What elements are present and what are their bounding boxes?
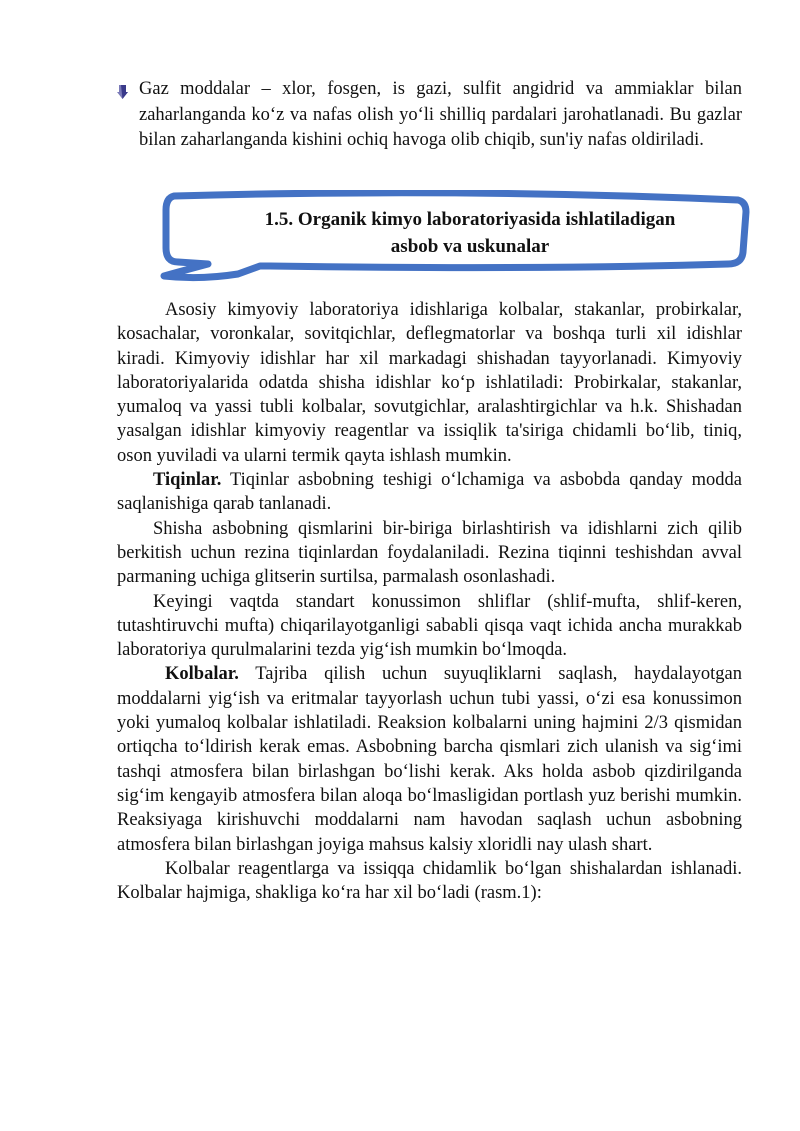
paragraph-tiqinlar-heading: Tiqinlar.	[153, 470, 222, 491]
section-title-line1: 1.5. Organik kimyo laboratoriyasida ishlatiladigan	[264, 209, 676, 230]
paragraph-kolbalar-heading: Kolbalar.	[165, 664, 239, 685]
body-text	[117, 298, 742, 905]
paragraph-shisha: Shisha asbobning qismlarini bir-biriga birlashtirish va idishlarni zich qilib berkitish uchun rezina tiqinlardan foydalaniladi. Rezina tiqinni teshishdan avval parmaning uchiga glitserin surtilsa, parmalash osonlashadi.	[117, 518, 742, 588]
paragraph-kolbalar	[117, 662, 742, 856]
arrow-bullet-icon	[117, 82, 128, 96]
paragraph-asosiy: Asosiy kimyoviy laboratoriya idishlariga kolbalar, stakanlar, probirkalar, kosachalar, voronkalar, sovitqichlar, deflegmatorlar va boshqa turli xil idishlar kiradi. Kimyoviy idishlar har xil markadagi shishadan tayyorlanadi. Kimyoviy laboratoriyalarida odatda shisha idishlar ko‘p ishlatiladi: Probirkalar, stakanlar, yumaloq va yassi tubli kolbalar, sovutgichlar, aralashtirgichlar va h.k. Shishadan yasalgan idishlar kimyoviy reagentlar va issiqlik ta'siriga chidamli bo‘lib, tiniq, oson yuviladi va ularni termik qayta ishlash mumkin.	[117, 300, 742, 466]
section-title	[190, 206, 750, 260]
paragraph-tiqinlar	[117, 468, 742, 517]
section-heading-callout	[160, 190, 750, 290]
section-title-line2: asbob va uskunalar	[390, 236, 550, 257]
paragraph-kolbalar-text: Tajriba qilish uchun suyuqliklarni saqlash, haydalayotgan moddalarni yig‘ish va eritmalar tayyorlash uchun tubi yassi, o‘zi esa konussimon yoki yumaloq kolbalar ishlatiladi. Reaksion kolbalarni uning hajmini 2/3 qismidan ortiqcha to‘ldirish kerak emas. Asbobning barcha qismlari zich ulanish va sig‘imi tashqi atmosfera bilan birlashgan bo‘lishi kerak. Aks holda asbob qizdirilganda sig‘im kengayib atmosfera bilan aloqa bo‘lmasligidan portlash yuz berishi mumkin. Reaksiyaga kirishuvchi moddalarni nam havodan saqlash uchun asbobning atmosfera bilan birlashgan joyiga mahsus kalsiy xloridli nay ulash shart.	[117, 664, 742, 855]
bullet-text: Gaz moddalar – xlor, fosgen, is gazi, sulfit angidrid va ammiaklar bilan zaharlanganda ko‘z va nafas olish yo‘li shilliq pardalari jarohatlanadi. Bu gazlar bilan zaharlanganda kishini ochiq havoga olib chiqib, sun'iy nafas oldiriladi.	[139, 79, 742, 150]
paragraph-tiqinlar-text: Tiqinlar asbobning teshigi o‘lchamiga va asbobda qanday modda saqlanishiga qarab tanlanadi.	[117, 470, 742, 515]
paragraph-kolbalar-material: Kolbalar reagentlarga va issiqqa chidamlik bo‘lgan shishalardan ishlanadi. Kolbalar hajmiga, shakliga ko‘ra har xil bo‘ladi (rasm.1):	[117, 858, 742, 904]
bullet-paragraph	[117, 77, 742, 154]
paragraph-keyingi: Keyingi vaqtda standart konussimon shliflar (shlif-mufta, shlif-keren, tutashtiruvchi mufta) chiqarilayotganligi sababli qisqa vaqt ichida ancha murakkab laboratoriya qurulmalarini tezda yig‘ish mumkin bo‘lmoqda.	[117, 591, 742, 661]
